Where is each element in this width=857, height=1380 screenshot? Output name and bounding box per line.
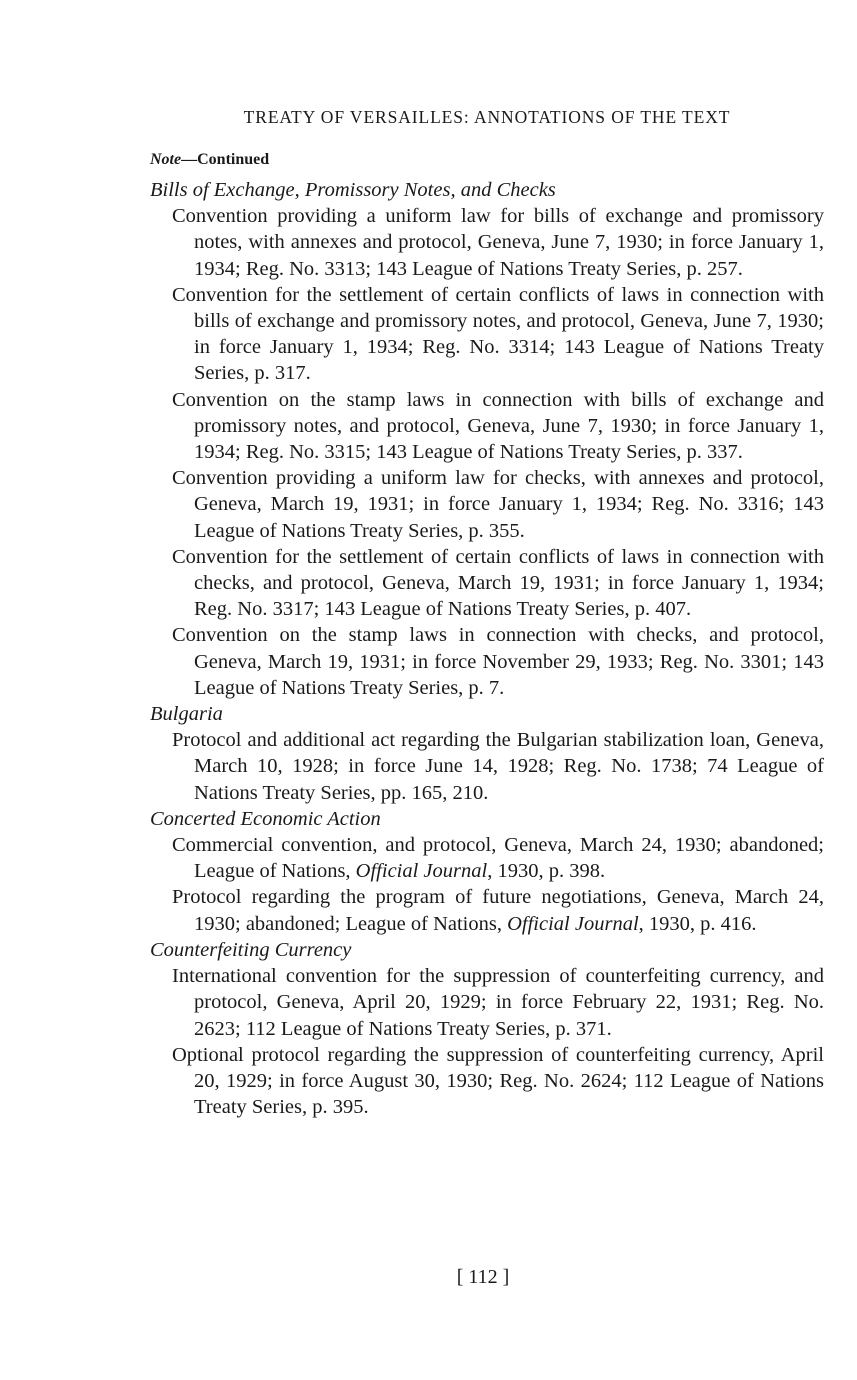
treaty-entry: Optional protocol regarding the suppression of counterfeiting currency, April 20, 1929; in force August 30, 1930; Reg. No. 2624; 112 League of Nations Treaty Series, p. 395. — [172, 1043, 824, 1119]
note-continued: Continued — [197, 151, 270, 168]
treaty-entry — [150, 832, 824, 884]
entry-text: , 1930, p. 416. — [638, 912, 757, 935]
treaty-entry: Convention for the settlement of certain conflicts of laws in connection with checks, and protocol, Geneva, March 19, 1931; in force January 1, 1934; Reg. No. 3317; 143 League of Nations Treaty Series, p. 407. — [172, 545, 824, 621]
treaty-entry — [150, 884, 824, 936]
running-head: TREATY OF VERSAILLES: ANNOTATIONS OF THE TEXT — [243, 107, 731, 127]
entry-text: Protocol regarding the program of future negotiations, Geneva, March 24, 1930; abandoned; League of Nations, — [172, 886, 824, 935]
treaty-entry: International convention for the suppression of counterfeiting currency, and protocol, Geneva, April 20, 1929; in force February 22, 1931; Reg. No. 2623; 112 League of Nations Treaty Series, p. 371. — [172, 965, 824, 1040]
treaty-entry: Convention providing a uniform law for bills of exchange and promissory notes, with annexes and protocol, Geneva, June 7, 1930; in force January 1, 1934; Reg. No. 3313; 143 League of Nations Treaty Series, p. 257. — [172, 205, 824, 280]
section-heading: Bulgaria — [150, 703, 223, 726]
section-heading: Bills of Exchange, Promissory Notes, and Checks — [150, 179, 556, 201]
treaty-entry: Protocol and additional act regarding the Bulgarian stabilization loan, Geneva, March 10, 1928; in force June 14, 1928; Reg. No. 1738; 74 League of Nations Treaty Series, pp. 165, 210. — [172, 729, 824, 804]
journal-title: Official Journal — [355, 860, 488, 883]
page-number: [ 112 ] — [456, 1266, 510, 1288]
annotation-list — [150, 177, 824, 1120]
section-heading: Concerted Economic Action — [150, 807, 381, 830]
treaty-entry: Convention for the settlement of certain conflicts of laws in connection with bills of exchange and promissory notes, and protocol, Geneva, June 7, 1930; in force January 1, 1934; Reg. No. 3314; 143 League of Nations Treaty Series, p. 317. — [172, 283, 824, 385]
note-dash: — — [181, 151, 198, 168]
treaty-entry: Convention on the stamp laws in connection with bills of exchange and promissory notes, and protocol, Geneva, June 7, 1930; in force January 1, 1934; Reg. No. 3315; 143 League of Nations Treaty Series, p. 337. — [172, 388, 824, 464]
treaty-entry: Convention providing a uniform law for checks, with annexes and protocol, Geneva, March 19, 1931; in force January 1, 1934; Reg. No. 3316; 143 League of Nations Treaty Series, p. 355. — [172, 467, 824, 542]
entry-text: Commercial convention, and protocol, Geneva, March 24, 1930; abandoned; League of Nations, — [172, 834, 824, 883]
entry-text: , 1930, p. 398. — [487, 860, 606, 883]
journal-title: Official Journal — [507, 912, 639, 935]
section-heading: Counterfeiting Currency — [150, 938, 352, 961]
note-continued-label — [150, 148, 269, 172]
note-word: Note — [150, 151, 182, 168]
treaty-entry: Convention on the stamp laws in connection with checks, and protocol, Geneva, March 19, 1931; in force November 29, 1933; Reg. No. 3301; 143 League of Nations Treaty Series, p. 7. — [172, 624, 824, 699]
